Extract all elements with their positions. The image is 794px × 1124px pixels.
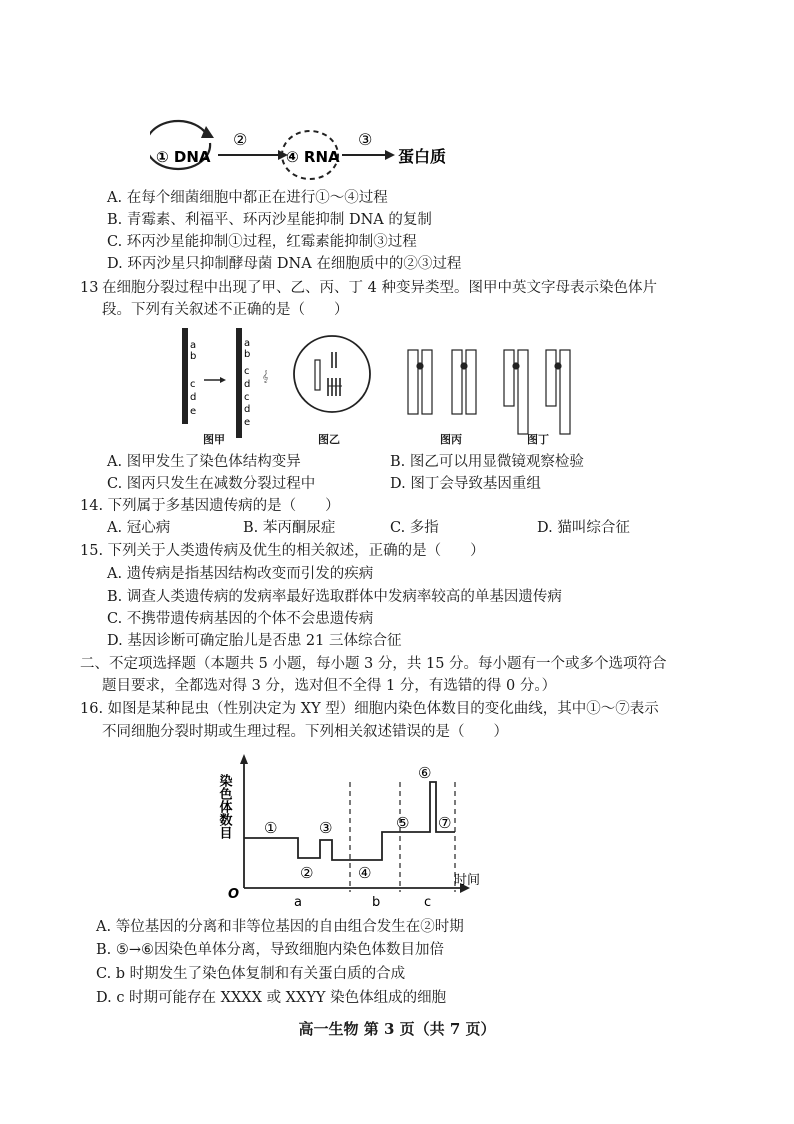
svg-text:a: a: [294, 895, 302, 910]
figure-jia: [182, 328, 250, 438]
q13-option-b: B. 图乙可以用显微镜观察检验: [390, 454, 584, 470]
node-protein: 蛋白质: [398, 147, 447, 166]
q12-option-d: D. 环丙沙星只抑制酵母菌 DNA 在细胞质中的②③过程: [107, 256, 462, 272]
node-dna: ① DNA: [156, 148, 211, 166]
q16-option-c: C. b 时期发生了染色体复制和有关蛋白质的合成: [96, 966, 406, 982]
chromosome-count-graph: [210, 752, 510, 912]
q15-option-d: D. 基因诊断可确定胎儿是否患 21 三体综合征: [107, 633, 402, 649]
svg-text:c: c: [244, 392, 250, 403]
svg-text:b: b: [190, 351, 197, 362]
graph-xlabel: 时间: [454, 873, 481, 888]
svg-text:d: d: [244, 379, 251, 390]
graph-ylabel: 染色体数目: [216, 774, 232, 839]
svg-text:a: a: [190, 340, 197, 351]
q13-stem-line2: 段。下列有关叙述不正确的是（ ）: [102, 302, 349, 318]
node-rna: ④ RNA: [286, 148, 340, 166]
q14-option-a: A. 冠心病: [107, 520, 171, 536]
q13-option-c: C. 图丙只发生在减数分裂过程中: [107, 476, 316, 492]
svg-text:e: e: [244, 417, 251, 428]
q14-option-c: C. 多指: [390, 520, 439, 536]
arrow-label-2: ②: [233, 130, 248, 149]
q16-option-d: D. c 时期可能存在 XXXX 或 XXYY 染色体组成的细胞: [96, 990, 447, 1006]
svg-text:⑥: ⑥: [418, 764, 432, 782]
svg-text:a: a: [244, 338, 251, 349]
q14-option-d: D. 猫叫综合征: [537, 520, 630, 536]
q15-stem: 15. 下列关于人类遗传病及优生的相关叙述，正确的是（ ）: [80, 543, 485, 559]
fig-label-jia: 图甲: [203, 433, 225, 446]
svg-text:b: b: [244, 349, 251, 360]
svg-text:c: c: [190, 379, 196, 390]
svg-text:④: ④: [358, 864, 372, 882]
q13-stem-line1: 在细胞分裂过程中出现了甲、乙、丙、丁 4 种变异类型。图甲中英文字母表示染色体片: [102, 280, 657, 296]
svg-text:②: ②: [300, 864, 314, 882]
graph-origin: O: [228, 887, 240, 902]
q16-stem-line1: 16. 如图是某种昆虫（性别决定为 XY 型）细胞内染色体数目的变化曲线，其中①～⑦表示: [80, 701, 659, 717]
page-footer: 高一生物 第 3 页（共 7 页）: [298, 1020, 496, 1038]
q16-option-b: B. ⑤→⑥因染色单体分离，导致细胞内染色体数目加倍: [96, 942, 445, 958]
q12-option-b: B. 青霉素、利福平、环丙沙星能抑制 DNA 的复制: [107, 212, 432, 228]
q13-option-a: A. 图甲发生了染色体结构变异: [107, 454, 301, 470]
section2-heading-line2: 题目要求，全都选对得 3 分，选对但不全得 1 分，有选错的得 0 分。）: [102, 678, 557, 694]
svg-text:e: e: [190, 406, 197, 417]
fig-label-yi: 图乙: [318, 433, 340, 446]
svg-text:①: ①: [264, 819, 278, 837]
q16-stem-line2: 不同细胞分裂时期或生理过程。下列相关叙述错误的是（ ）: [102, 724, 508, 740]
fig-label-ding: 图丁: [527, 433, 549, 446]
q13-figures: [170, 322, 590, 447]
central-dogma-diagram: [150, 118, 470, 190]
q15-option-c: C. 不携带遗传病基因的个体不会患遗传病: [107, 611, 374, 627]
svg-text:c: c: [424, 895, 432, 910]
q13-option-d: D. 图丁会导致基因重组: [390, 476, 541, 492]
svg-text:d: d: [244, 404, 251, 415]
fig-label-bing: 图丙: [440, 433, 462, 446]
svg-text:⑤: ⑤: [396, 814, 410, 832]
figure-yi: [294, 336, 370, 412]
q16-option-a: A. 等位基因的分离和非等位基因的自由组合发生在②时期: [96, 919, 464, 935]
q14-stem: 14. 下列属于多基因遗传病的是（ ）: [80, 498, 340, 514]
svg-text:c: c: [244, 366, 250, 377]
section2-heading-line1: 二、不定项选择题（本题共 5 小题，每小题 3 分，共 15 分。每小题有一个或多个选项符合: [80, 656, 667, 672]
svg-text:d: d: [190, 392, 197, 403]
svg-text:b: b: [372, 895, 381, 910]
figure-ding: [504, 350, 570, 434]
q15-option-b: B. 调查人类遗传病的发病率最好选取群体中发病率较高的单基因遗传病: [107, 589, 562, 605]
svg-text:𝄞: 𝄞: [262, 370, 269, 383]
figure-bing: [408, 350, 476, 414]
q12-option-a: A. 在每个细菌细胞中都正在进行①～④过程: [107, 190, 388, 206]
q13-number: 13: [80, 280, 99, 296]
q14-option-b: B. 苯丙酮尿症: [243, 520, 336, 536]
q12-option-c: C. 环丙沙星能抑制①过程，红霉素能抑制③过程: [107, 234, 417, 250]
svg-text:⑦: ⑦: [438, 814, 452, 832]
q15-option-a: A. 遗传病是指基因结构改变而引发的疾病: [107, 566, 374, 582]
arrow-label-3: ③: [358, 130, 373, 149]
svg-text:③: ③: [319, 819, 333, 837]
